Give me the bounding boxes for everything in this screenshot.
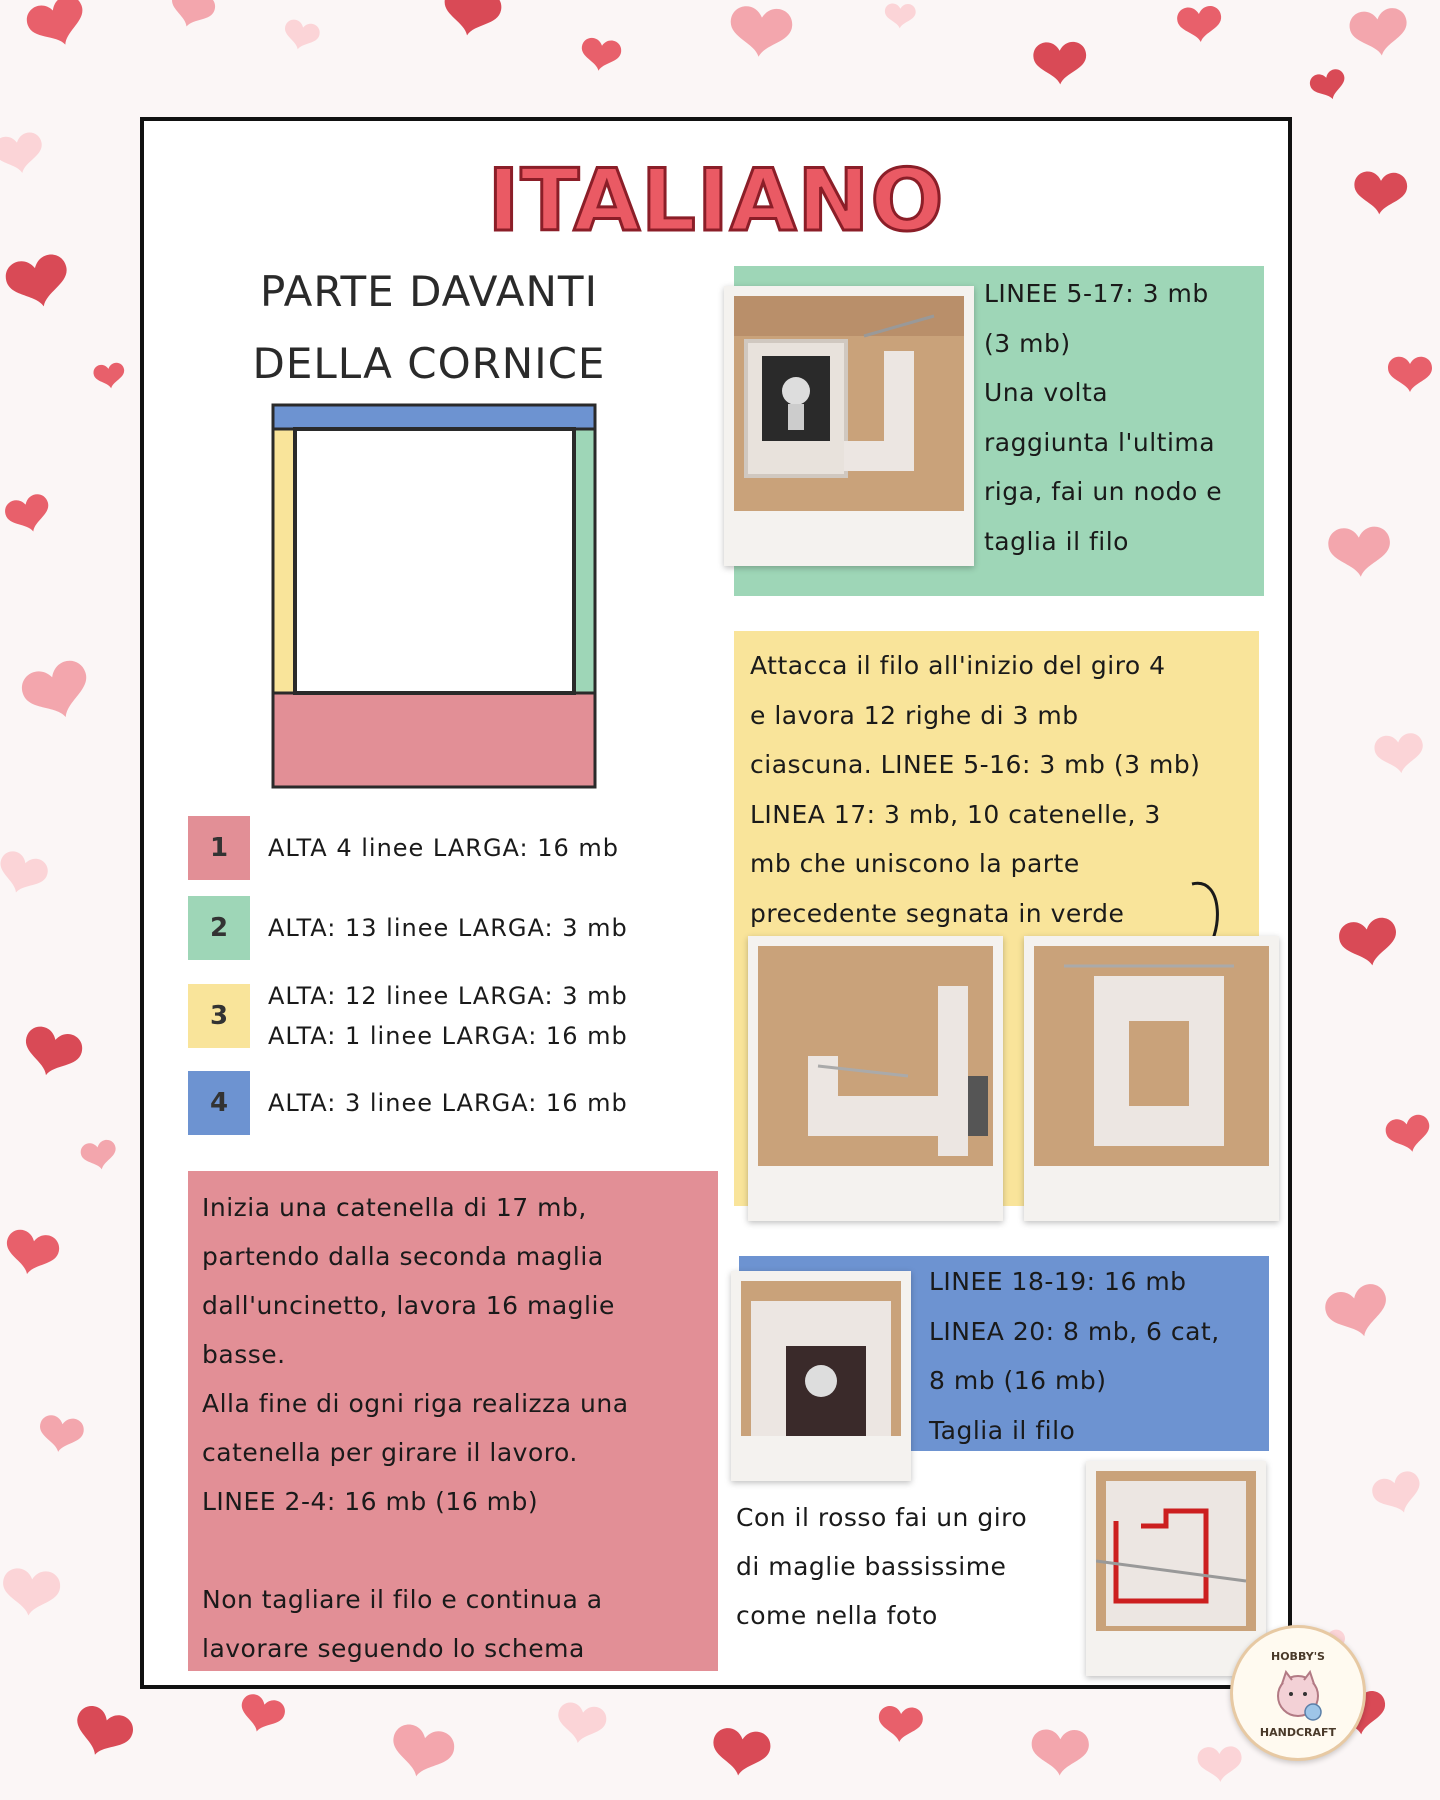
legend-item-4 xyxy=(188,1071,628,1135)
frame-diagram xyxy=(269,401,599,791)
heart-icon xyxy=(1031,1729,1089,1776)
step-final-instructions: Con il rosso fai un giro di maglie bassissime come nella foto xyxy=(736,1503,1028,1630)
diagram-part-4-blue xyxy=(273,405,595,429)
diagram-part-2-green xyxy=(574,429,595,693)
heart-icon xyxy=(1388,357,1432,392)
crochet-photo-4 xyxy=(741,1281,901,1436)
heart-icon xyxy=(236,1692,288,1738)
heart-icon xyxy=(3,251,74,313)
crochet-photo-2 xyxy=(758,946,993,1166)
heart-icon xyxy=(1337,916,1401,970)
step-blue-instructions: LINEE 18-19: 16 mb LINEA 20: 8 mb, 6 cat, 8 mb (16 mb) Taglia il filo xyxy=(929,1267,1220,1445)
legend-label-2: ALTA: 13 linee LARGA: 3 mb xyxy=(268,914,628,942)
heart-icon xyxy=(1373,732,1425,776)
photo-yellow-step-2 xyxy=(1024,936,1279,1221)
crochet-photo-1 xyxy=(734,296,964,511)
heart-icon xyxy=(2,492,54,538)
step-green-instructions: LINEE 5-17: 3 mb (3 mb) Una volta raggiunta l'ultima riga, fai un nodo e taglia il filo xyxy=(984,279,1223,556)
legend-swatch-yellow: 3 xyxy=(188,984,250,1048)
photo-yellow-step-1 xyxy=(748,936,1003,1221)
legend-swatch-red: 1 xyxy=(188,816,250,880)
subtitle-line-1: PARTE DAVANTI xyxy=(260,267,598,316)
heart-icon xyxy=(23,0,92,54)
heart-icon xyxy=(79,1138,119,1172)
legend-label-3: ALTA: 12 linee LARGA: 3 mb ALTA: 1 linee LARGA: 16 mb xyxy=(268,982,628,1050)
heart-icon xyxy=(1353,171,1408,216)
section-subtitle xyxy=(234,256,624,400)
photo-final-step xyxy=(1086,1461,1266,1676)
heart-icon xyxy=(17,656,97,727)
logo-bottom-text: HANDCRAFT xyxy=(1259,1726,1337,1739)
heart-icon xyxy=(1,1227,61,1279)
heart-icon xyxy=(1033,42,1087,85)
diagram-inner-window xyxy=(295,429,574,693)
step-yellow-instructions: Attacca il filo all'inizio del giro 4 e lavora 12 righe di 3 mb ciascuna. LINEE 5-16: 3 mb (3 mb) LINEA 17: 3 mb, 10 catenelle, 3 mb che uniscono la parte precedente segnata in verde xyxy=(734,631,1259,1206)
heart-icon xyxy=(728,5,794,60)
step-red-instructions: Inizia una catenella di 17 mb, partendo dalla seconda maglia dall'uncinetto, lavora 16 maglie basse. Alla fine di ogni riga realizza una catenella per girare il lavoro. LINEE 2-4: 16 mb (16 mb) Non tagliare il filo e continua a lavorare seguendo lo schema xyxy=(188,1171,718,1671)
legend-swatch-blue: 4 xyxy=(188,1071,250,1135)
heart-icon xyxy=(281,18,322,54)
heart-icon xyxy=(1197,1746,1242,1783)
heart-icon xyxy=(1328,526,1392,579)
logo-top-text: HOBBY'S xyxy=(1271,1650,1325,1663)
page-title: ITALIANO xyxy=(487,151,945,251)
heart-icon xyxy=(1176,5,1222,43)
heart-icon xyxy=(68,1702,137,1764)
heart-icon xyxy=(92,362,126,391)
crochet-photo-5 xyxy=(1096,1471,1256,1631)
legend-item-2 xyxy=(188,896,628,960)
heart-icon xyxy=(1308,67,1350,104)
cat-yarn-icon xyxy=(1268,1666,1328,1721)
heart-icon xyxy=(710,1727,772,1779)
heart-icon xyxy=(884,3,916,29)
heart-icon xyxy=(1369,1468,1427,1520)
heart-icon xyxy=(0,848,51,900)
heart-icon xyxy=(579,37,623,74)
heart-icon xyxy=(554,1701,608,1748)
legend-item-3 xyxy=(188,976,628,1056)
heart-icon xyxy=(877,1705,923,1743)
heart-icon xyxy=(1348,7,1410,59)
photo-blue-step xyxy=(731,1271,911,1481)
heart-icon xyxy=(439,0,504,41)
legend-label-1: ALTA 4 linee LARGA: 16 mb xyxy=(268,834,620,862)
pattern-card xyxy=(140,117,1292,1689)
diagram-part-1-red xyxy=(273,693,595,787)
heart-icon xyxy=(18,1023,85,1082)
heart-icon xyxy=(0,1567,62,1619)
heart-icon xyxy=(386,1721,457,1783)
diagram-part-3-yellow xyxy=(273,429,295,693)
legend-swatch-green: 2 xyxy=(188,896,250,960)
legend-item-1 xyxy=(188,816,619,880)
legend-label-4: ALTA: 3 linee LARGA: 16 mb xyxy=(268,1089,628,1117)
heart-icon xyxy=(1322,1281,1394,1345)
heart-icon xyxy=(0,131,46,178)
brand-logo xyxy=(1230,1625,1366,1761)
photo-green-step xyxy=(724,286,974,566)
crochet-photo-3 xyxy=(1034,946,1269,1166)
heart-icon xyxy=(36,1414,85,1456)
heart-icon xyxy=(1384,1113,1434,1157)
subtitle-line-2: DELLA CORNICE xyxy=(252,339,606,388)
heart-icon xyxy=(165,0,217,33)
